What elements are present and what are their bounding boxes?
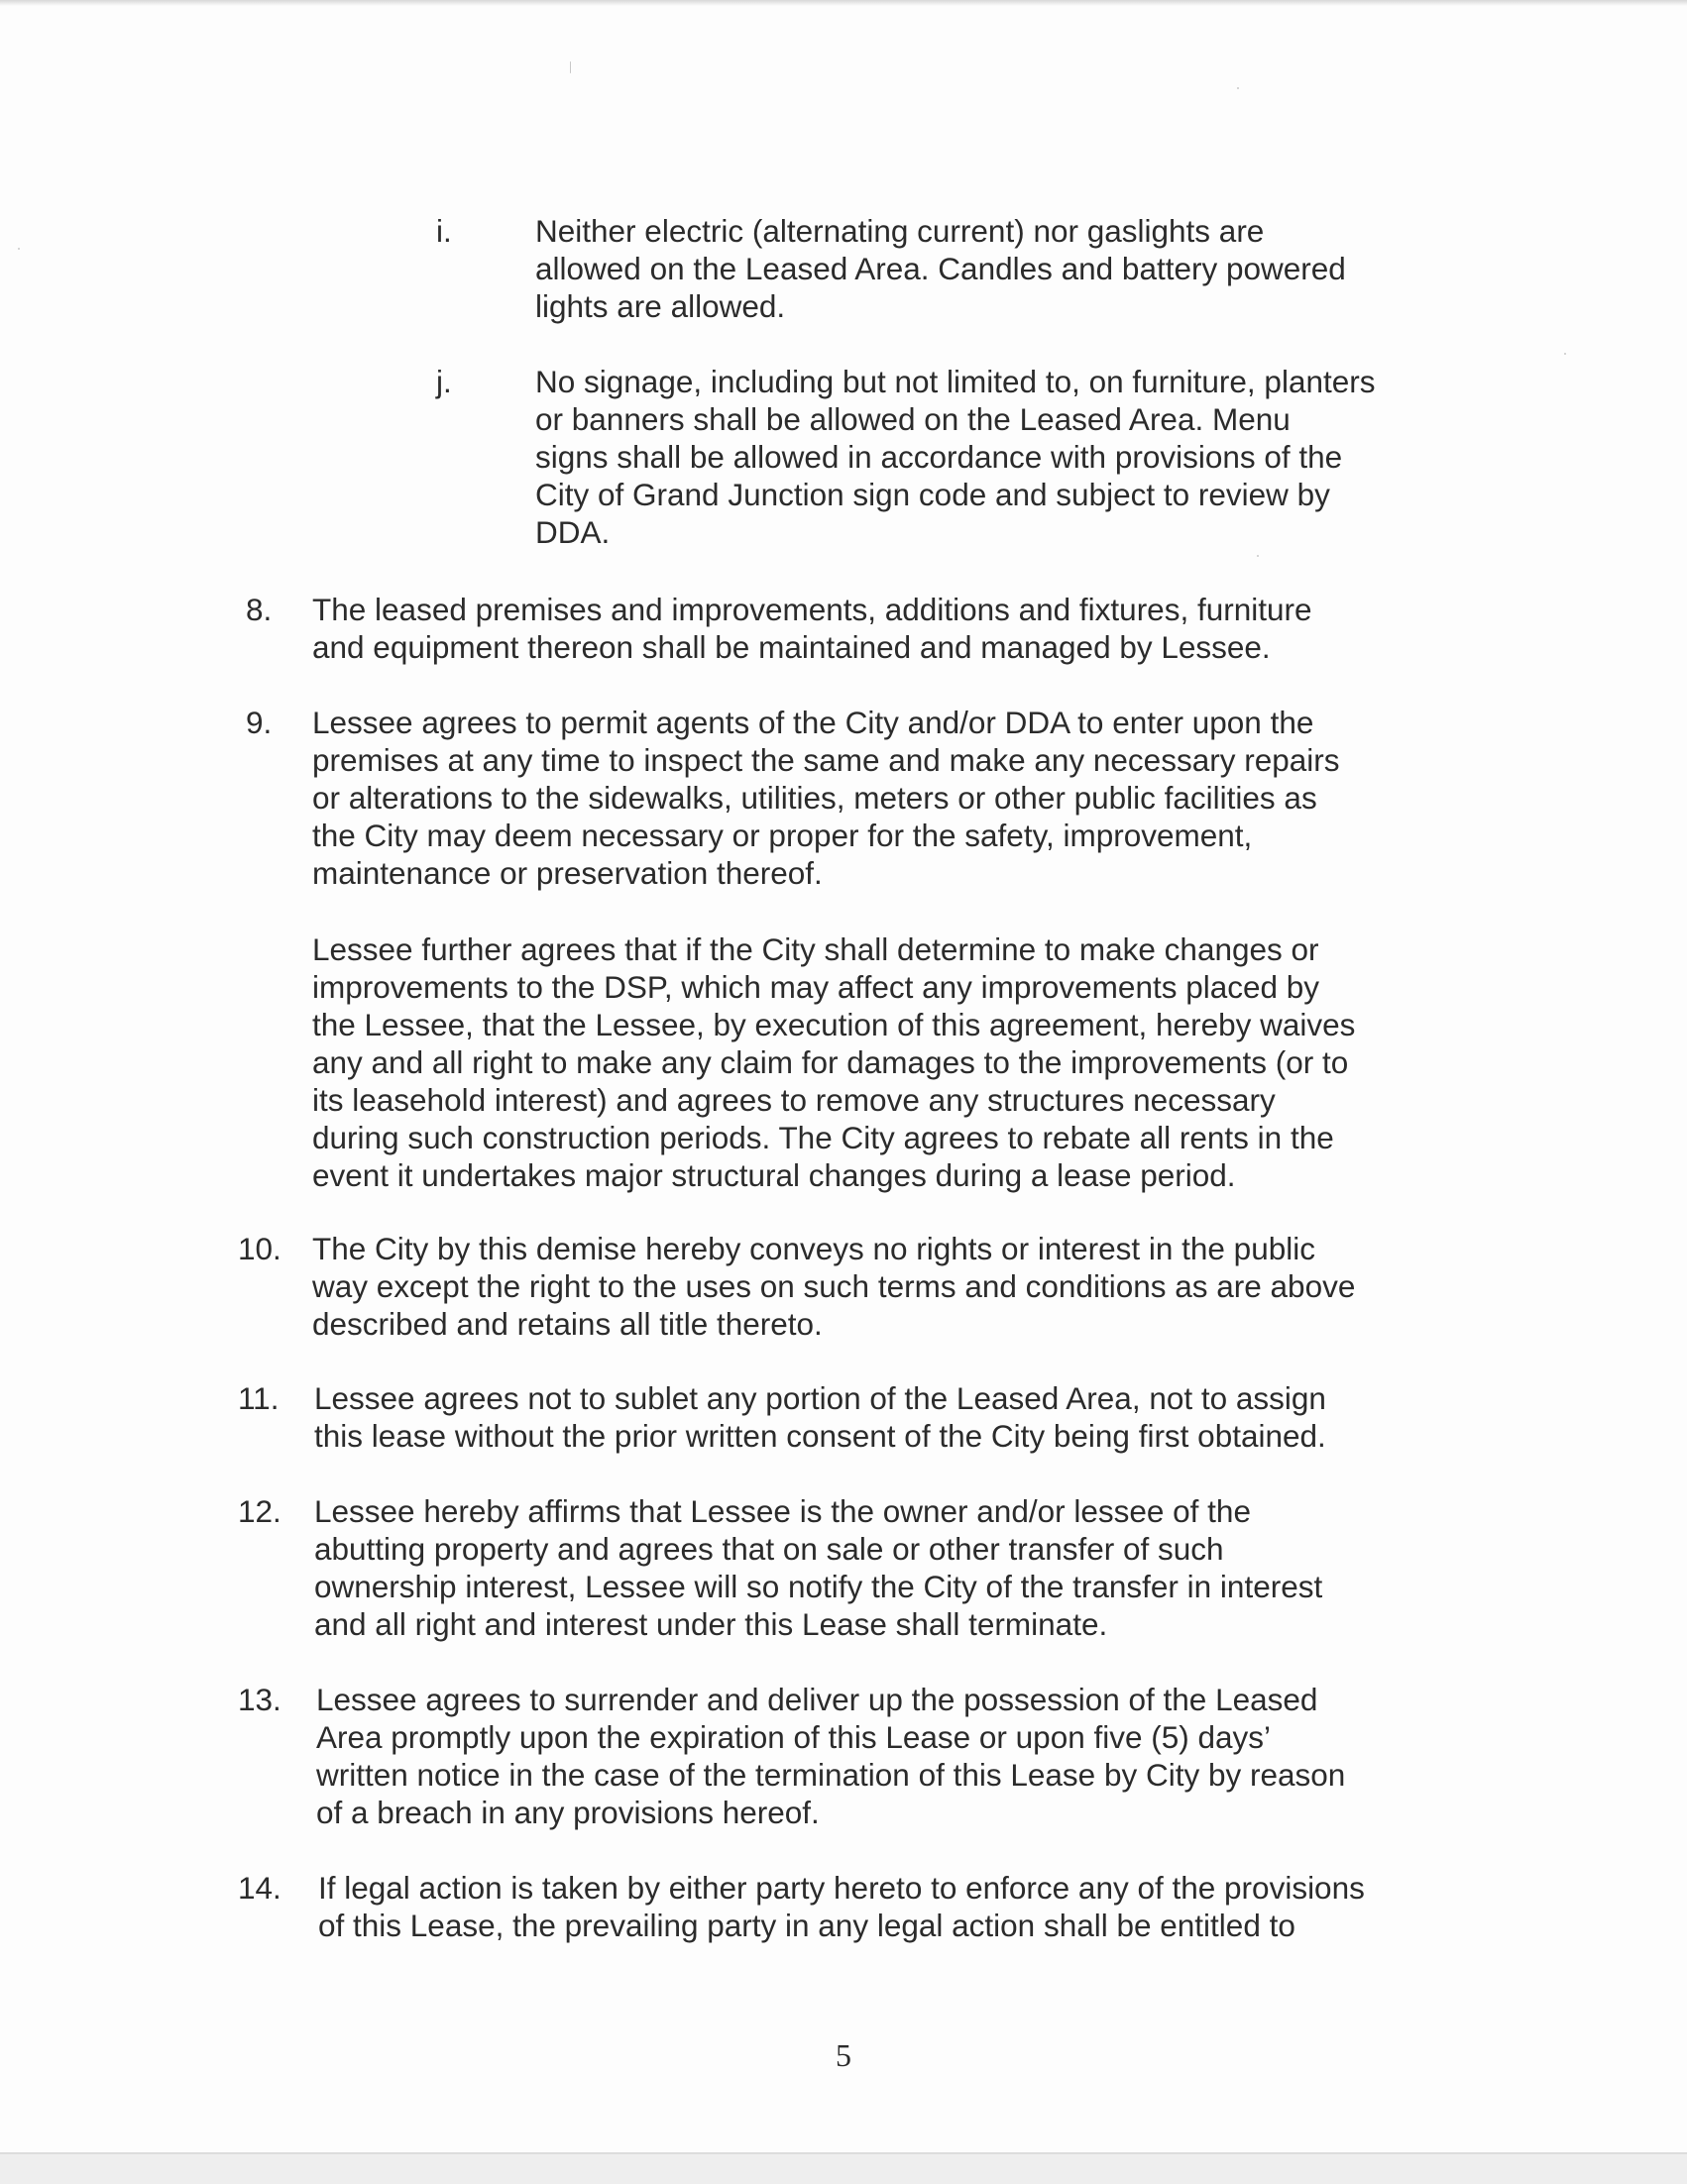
section-number-11: 11. (238, 1380, 280, 1416)
scan-mark (1564, 353, 1566, 355)
section-text-9: Lessee agrees to permit agents of the City and/or DDA to enter upon the premises at any time to inspect the same and make any necessary repairs or alterations to the sidewalks, utilities, meters or other public facilities as the City may deem necessary or proper for the safety, improvement, maintenance or preservation thereof. (312, 705, 1340, 891)
scan-mark (1257, 555, 1259, 557)
sub-item-marker-i: i. (436, 213, 452, 249)
scan-edge-bottom (0, 2152, 1687, 2184)
section-text-11: Lessee agrees not to sublet any portion of the Leased Area, not to assign this lease without the prior written consent of the City being first obtained. (314, 1380, 1326, 1454)
section-continuation-9: Lessee further agrees that if the City shall determine to make changes or improvements to the DSP, which may affect any improvements placed by the Lessee, that the Lessee, by execution of this agreement, hereby waives any and all right to make any claim for damages to the improvements (or to its leasehold interest) and agrees to remove any structures necessary during such construction periods. The City agrees to rebate all rents in the event it undertakes major structural changes during a lease period. (312, 931, 1356, 1193)
section-number-12: 12. (238, 1493, 281, 1529)
section-number-14: 14. (238, 1870, 281, 1906)
section-number-9: 9. (246, 705, 273, 740)
section-number-8: 8. (246, 592, 273, 627)
section-text-14: If legal action is taken by either party hereto to enforce any of the provisions of this Lease, the prevailing party in any legal action shall be entitled to (318, 1870, 1365, 1943)
scan-mark (18, 248, 20, 250)
scan-mark (570, 61, 571, 73)
section-text-10: The City by this demise hereby conveys no rights or interest in the public way except the right to the uses on such terms and conditions as are above described and retains all title thereto. (312, 1231, 1356, 1342)
sub-item-text-i: Neither electric (alternating current) nor gaslights are allowed on the Leased Area. Candles and battery powered lights are allowed. (535, 213, 1346, 324)
section-text-13: Lessee agrees to surrender and deliver up the possession of the Leased Area promptly upon the expiration of this Lease or upon five (5) days’ written notice in the case of the termination of this Lease by City by reason of a breach in any provisions hereof. (316, 1682, 1346, 1830)
sub-item-text-j: No signage, including but not limited to, on furniture, planters or banners shall be allowed on the Leased Area. Menu signs shall be allowed in accordance with provisions of the City of Grand Junction sign code and subject to review by DDA. (535, 364, 1376, 550)
section-text-12: Lessee hereby affirms that Lessee is the owner and/or lessee of the abutting property and agrees that on sale or other transfer of such ownership interest, Lessee will so notify the City of the transfer in interest and all right and interest under this Lease shall terminate. (314, 1493, 1323, 1642)
scan-edge-top (0, 0, 1687, 6)
sub-item-marker-j: j. (436, 364, 452, 399)
section-number-13: 13. (238, 1682, 281, 1717)
section-number-10: 10. (238, 1231, 281, 1266)
scan-mark (1237, 87, 1239, 89)
page-number: 5 (836, 2037, 851, 2073)
section-text-8: The leased premises and improvements, additions and fixtures, furniture and equipment thereon shall be maintained and managed by Lessee. (312, 592, 1312, 665)
